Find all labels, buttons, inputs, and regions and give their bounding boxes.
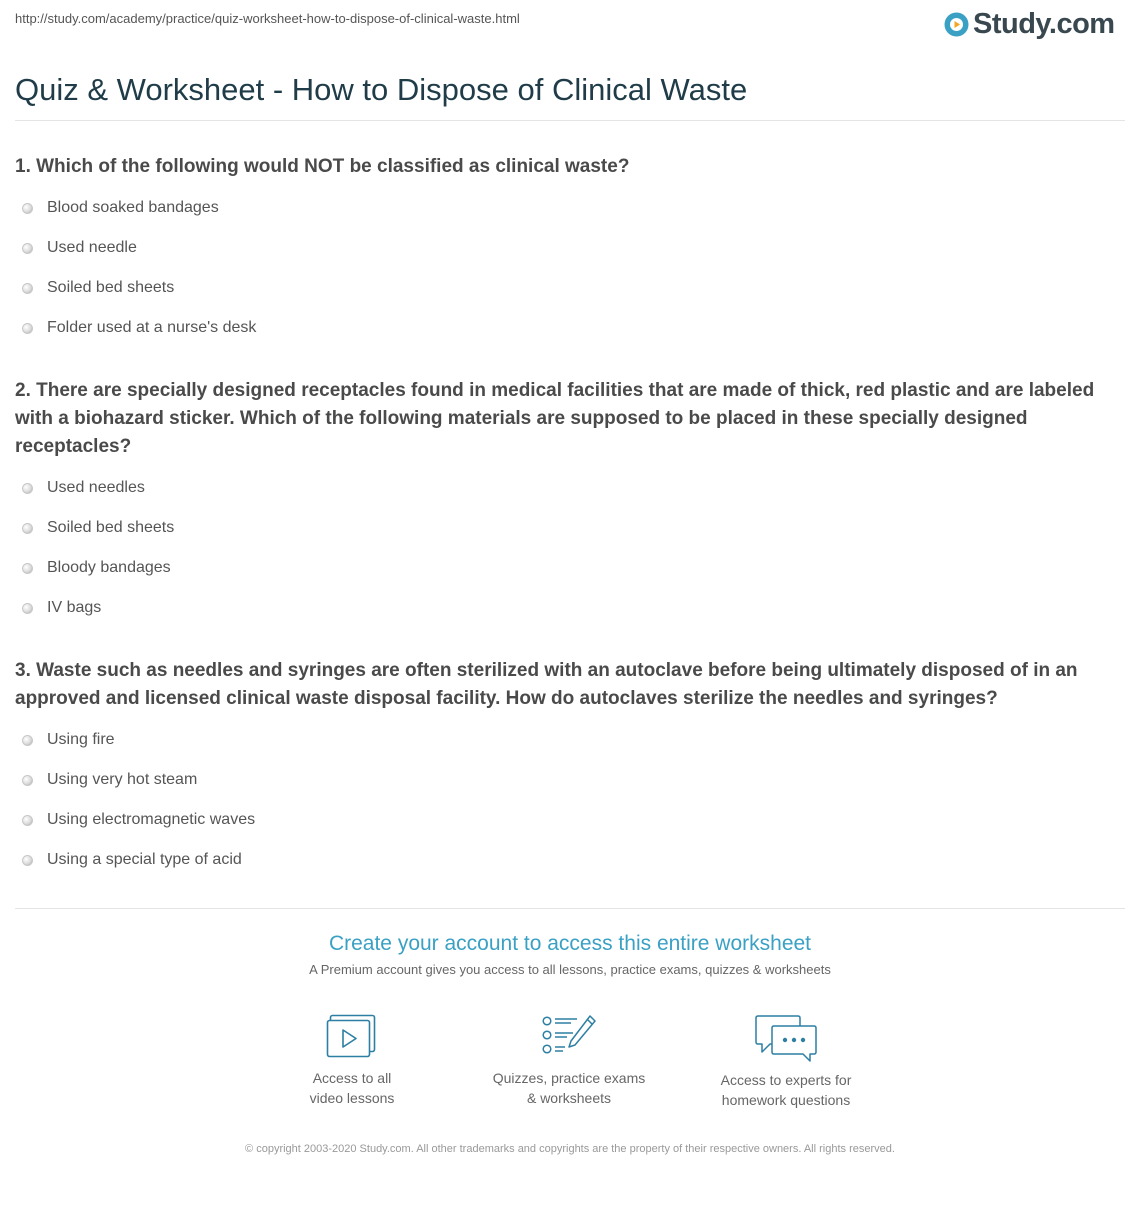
question-1: 1. Which of the following would NOT be classified as clinical waste? [15,156,630,177]
radio-button[interactable] [22,735,33,746]
option-label: Using fire [47,731,115,748]
q1-option-2[interactable] [22,238,137,258]
feature-label-line1: Access to all [312,1070,392,1086]
feature-label-line2: homework questions [721,1092,851,1108]
radio-button[interactable] [22,483,33,494]
option-label: Soiled bed sheets [47,279,175,296]
question-3: 3. Waste such as needles and syringes are often sterilized with an autoclave before being ultimately disposed of in an approved and licensed clinical waste disposal facility. How do autoclaves sterilize the needles and syringes? [15,660,1078,709]
option-label: Used needle [47,239,137,256]
option-label: Folder used at a nurse's desk [47,319,257,336]
q1-option-1[interactable] [22,198,219,218]
feature-label-line1: Access to experts for [720,1072,852,1088]
feature-label-line1: Quizzes, practice exams [492,1070,646,1086]
q2-option-4[interactable] [22,598,101,618]
option-label: IV bags [47,599,102,616]
radio-button[interactable] [22,855,33,866]
q3-option-1[interactable] [22,730,115,750]
option-label: Using electromagnetic waves [47,811,256,828]
q2-option-2[interactable] [22,518,174,538]
question-2: 2. There are specially designed receptacles found in medical facilities that are made of thick, red plastic and are labeled with a biohazard sticker. Which of the following materials are supposed to be placed in these specially designed receptacles? [15,380,1095,457]
q2-option-1[interactable] [22,478,145,498]
radio-button[interactable] [22,523,33,534]
q3-option-4[interactable] [22,850,242,870]
q3-option-3[interactable] [22,810,255,830]
page-title: Quiz & Worksheet - How to Dispose of Clinical Waste [15,72,748,107]
q1-option-4[interactable] [22,318,256,338]
copyright-notice: © copyright 2003-2020 Study.com. All other trademarks and copyrights are the property of their respective owners. All rights reserved. [245,1143,895,1155]
premium-description: A Premium account gives you access to all lessons, practice exams, quizzes & worksheets [309,962,831,977]
logo-text: Study.com [973,8,1115,40]
option-label: Blood soaked bandages [47,199,219,216]
section-divider [15,908,1125,909]
radio-button[interactable] [22,283,33,294]
option-label: Bloody bandages [47,559,171,576]
quiz-checklist-icon [541,1014,597,1060]
option-label: Using very hot steam [47,771,198,788]
q2-option-3[interactable] [22,558,171,578]
option-label: Used needles [47,479,145,496]
radio-button[interactable] [22,243,33,254]
page-url: http://study.com/academy/practice/quiz-worksheet-how-to-dispose-of-clinical-waste.html [15,11,520,26]
feature-label-line2: video lessons [309,1090,395,1106]
play-circle-icon [944,12,969,37]
title-divider [15,120,1125,121]
radio-button[interactable] [22,603,33,614]
study-logo[interactable] [944,8,1115,40]
radio-button[interactable] [22,775,33,786]
radio-button[interactable] [22,203,33,214]
q1-option-3[interactable] [22,278,174,298]
feature-experts [696,1014,876,1110]
create-account-link[interactable]: Create your account to access this entire worksheet [328,932,812,955]
option-label: Soiled bed sheets [47,519,175,536]
q3-option-2[interactable] [22,770,197,790]
radio-button[interactable] [22,563,33,574]
feature-quizzes [479,1014,659,1108]
chat-bubbles-icon [754,1014,818,1062]
radio-button[interactable] [22,815,33,826]
radio-button[interactable] [22,323,33,334]
feature-label-line2: & worksheets [526,1090,612,1106]
video-lesson-icon [326,1014,378,1060]
feature-video-lessons [262,1014,442,1108]
option-label: Using a special type of acid [47,851,242,868]
